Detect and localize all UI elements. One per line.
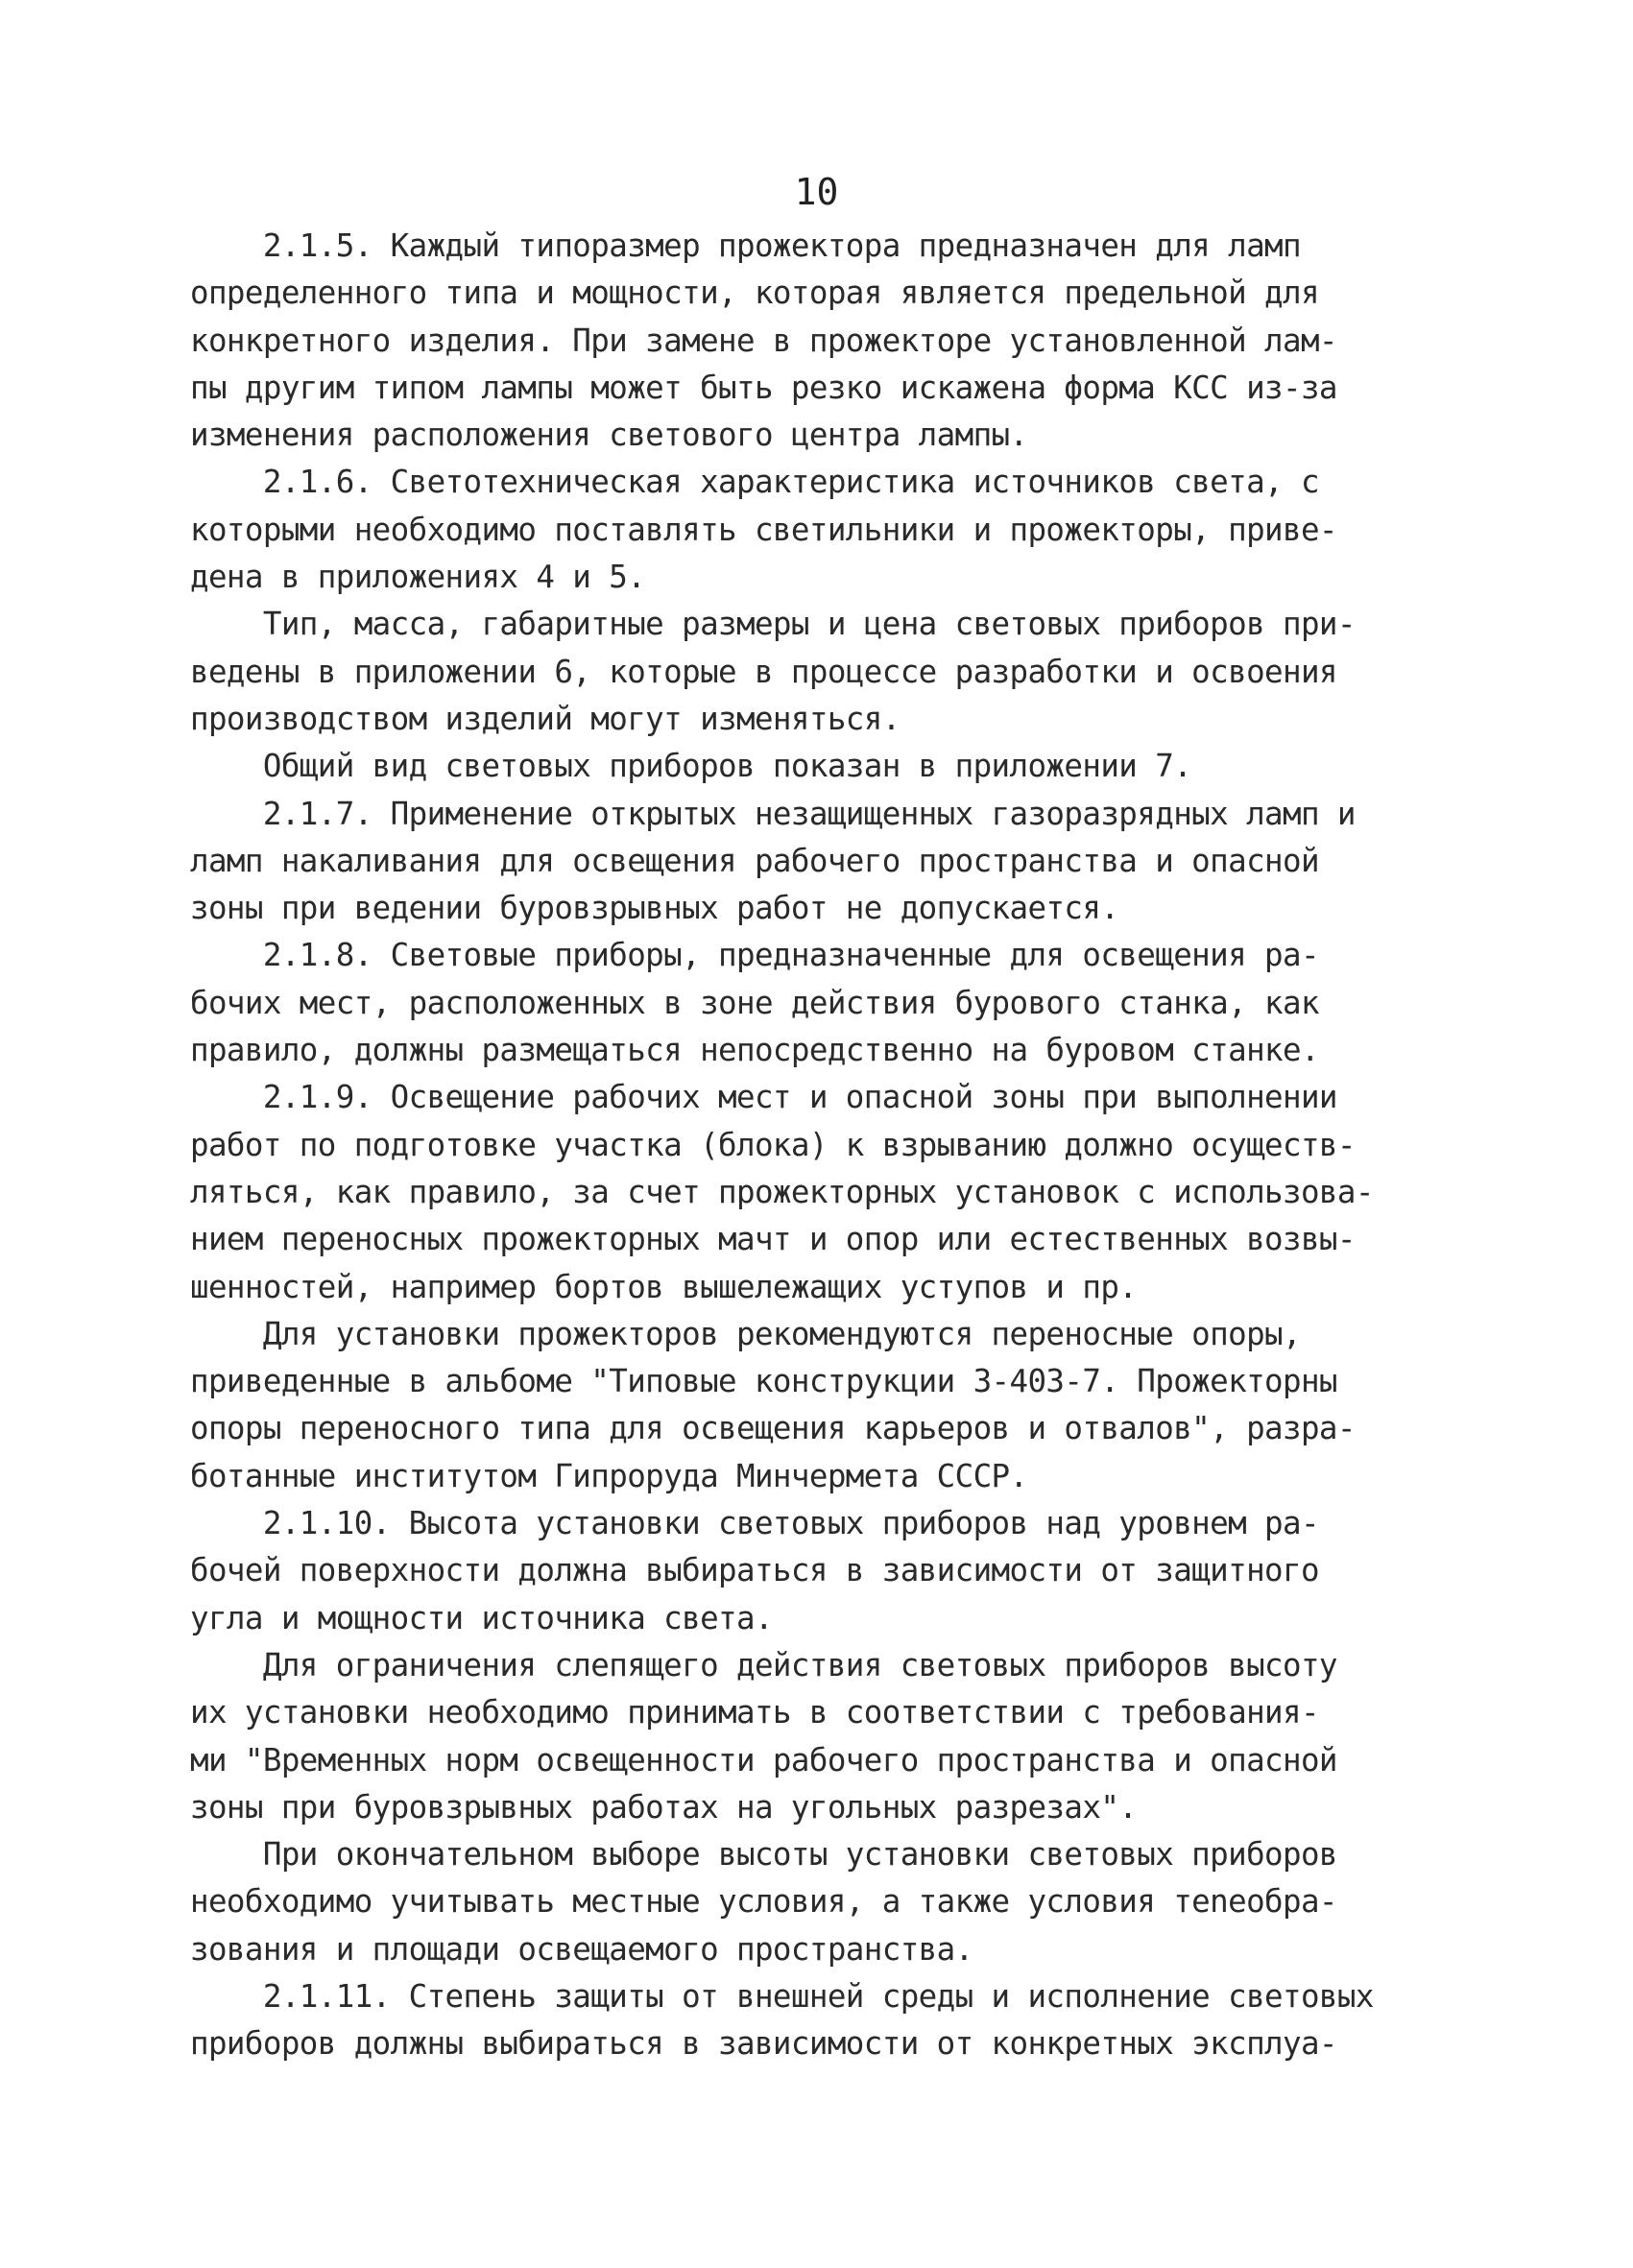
text-line: производством изделий могут изменяться. [190,700,901,737]
text-line: их установки необходимо принимать в соответствии с требования- [190,1694,1319,1731]
text-line: ботанные институтом Гипроруда Минчермета СССР. [190,1457,1028,1494]
text-line: работ по подготовке участка (блока) к взрыванию должно осуществ- [190,1126,1356,1163]
paragraph [190,1831,1453,1973]
paragraph [190,601,1453,743]
text-line: определенного типа и мощности, которая является предельной для [190,275,1319,312]
text-line: Общий вид световых приборов показан в приложении 7. [190,748,1192,785]
paragraph [190,1973,1453,2068]
text-line: бочих мест, расположенных в зоне действия бурового станка, как [190,984,1319,1021]
text-line: 2.1.7. Применение открытых незащищенных газоразрядных ламп и [190,795,1356,832]
text-line: изменения расположения светового центра лампы. [190,417,1028,454]
text-line: 2.1.8. Световые приборы, предназначенные для освещения ра- [190,937,1319,974]
paragraph [190,932,1453,1074]
text-line: 2.1.6. Светотехническая характеристика источников света, с [190,464,1319,501]
text-line: бочей поверхности должна выбираться в зависимости от защитного [190,1552,1319,1589]
text-line: зоны при буровзрывных работах на угольных разрезах". [190,1788,1138,1826]
text-line: необходимо учитывать местные условия, а также условия теneобра- [190,1883,1337,1921]
text-line: пы другим типом лампы может быть резко искажена форма КСС из-за [190,369,1337,406]
text-line: 2.1.9. Освещение рабочих мест и опасной зоны при выполнении [190,1079,1337,1116]
text-line: 2.1.5. Каждый типоразмер прожектора предназначен для ламп [190,227,1301,264]
text-line: зования и площади освещаемого пространства. [190,1930,973,1968]
text-line: правило, должны размещаться непосредственно на буровом станке. [190,1032,1319,1069]
text-line: опоры переносного типа для освещения карьеров и отвалов", разра- [190,1410,1356,1447]
text-line: Для ограничения слепящего действия световых приборов высоту [190,1646,1337,1683]
text-line: Тип, масса, габаритные размеры и цена световых приборов при- [190,606,1356,643]
paragraph [190,223,1453,459]
text-line: приведенные в альбоме "Типовые конструкции 3-403-7. Прожекторны [190,1363,1337,1400]
page-number: 10 [794,171,839,213]
paragraph [190,1642,1453,1831]
text-line: нием переносных прожекторных мачт и опор или естественных возвы- [190,1221,1356,1258]
paragraph [190,459,1453,601]
paragraph [190,1311,1453,1500]
text-line: угла и мощности источника света. [190,1599,773,1636]
text-line: приборов должны выбираться в зависимости от конкретных эксплуа- [190,2025,1337,2063]
text-line: 2.1.11. Степень защиты от внешней среды и исполнение световых [190,1977,1374,2015]
paragraph [190,1074,1453,1310]
text-line: 2.1.10. Высота установки световых приборов над уровнем ра- [190,1505,1319,1542]
text-line: При окончательном выборе высоты установки световых приборов [190,1836,1337,1874]
paragraph [190,1500,1453,1642]
text-line: ламп накаливания для освещения рабочего пространства и опасной [190,842,1319,879]
text-line: дена в приложениях 4 и 5. [190,559,646,596]
text-line: Для установки прожекторов рекомендуются переносные опоры, [190,1315,1301,1352]
text-line: ми "Временных норм освещенности рабочего пространства и опасной [190,1741,1337,1779]
text-line: ведены в приложении 6, которые в процессе разработки и освоения [190,653,1337,690]
paragraph [190,743,1453,790]
body-text [190,223,1453,2068]
paragraph [190,791,1453,933]
text-line: конкретного изделия. При замене в прожекторе установленной лам- [190,322,1337,359]
text-line: которыми необходимо поставлять светильники и прожекторы, приве- [190,511,1337,548]
text-line: ляться, как правило, за счет прожекторных установок с использова- [190,1173,1374,1210]
text-line: зоны при ведении буровзрывных работ не допускается. [190,890,1119,927]
text-line: шенностей, например бортов вышележащих уступов и пр. [190,1268,1138,1305]
